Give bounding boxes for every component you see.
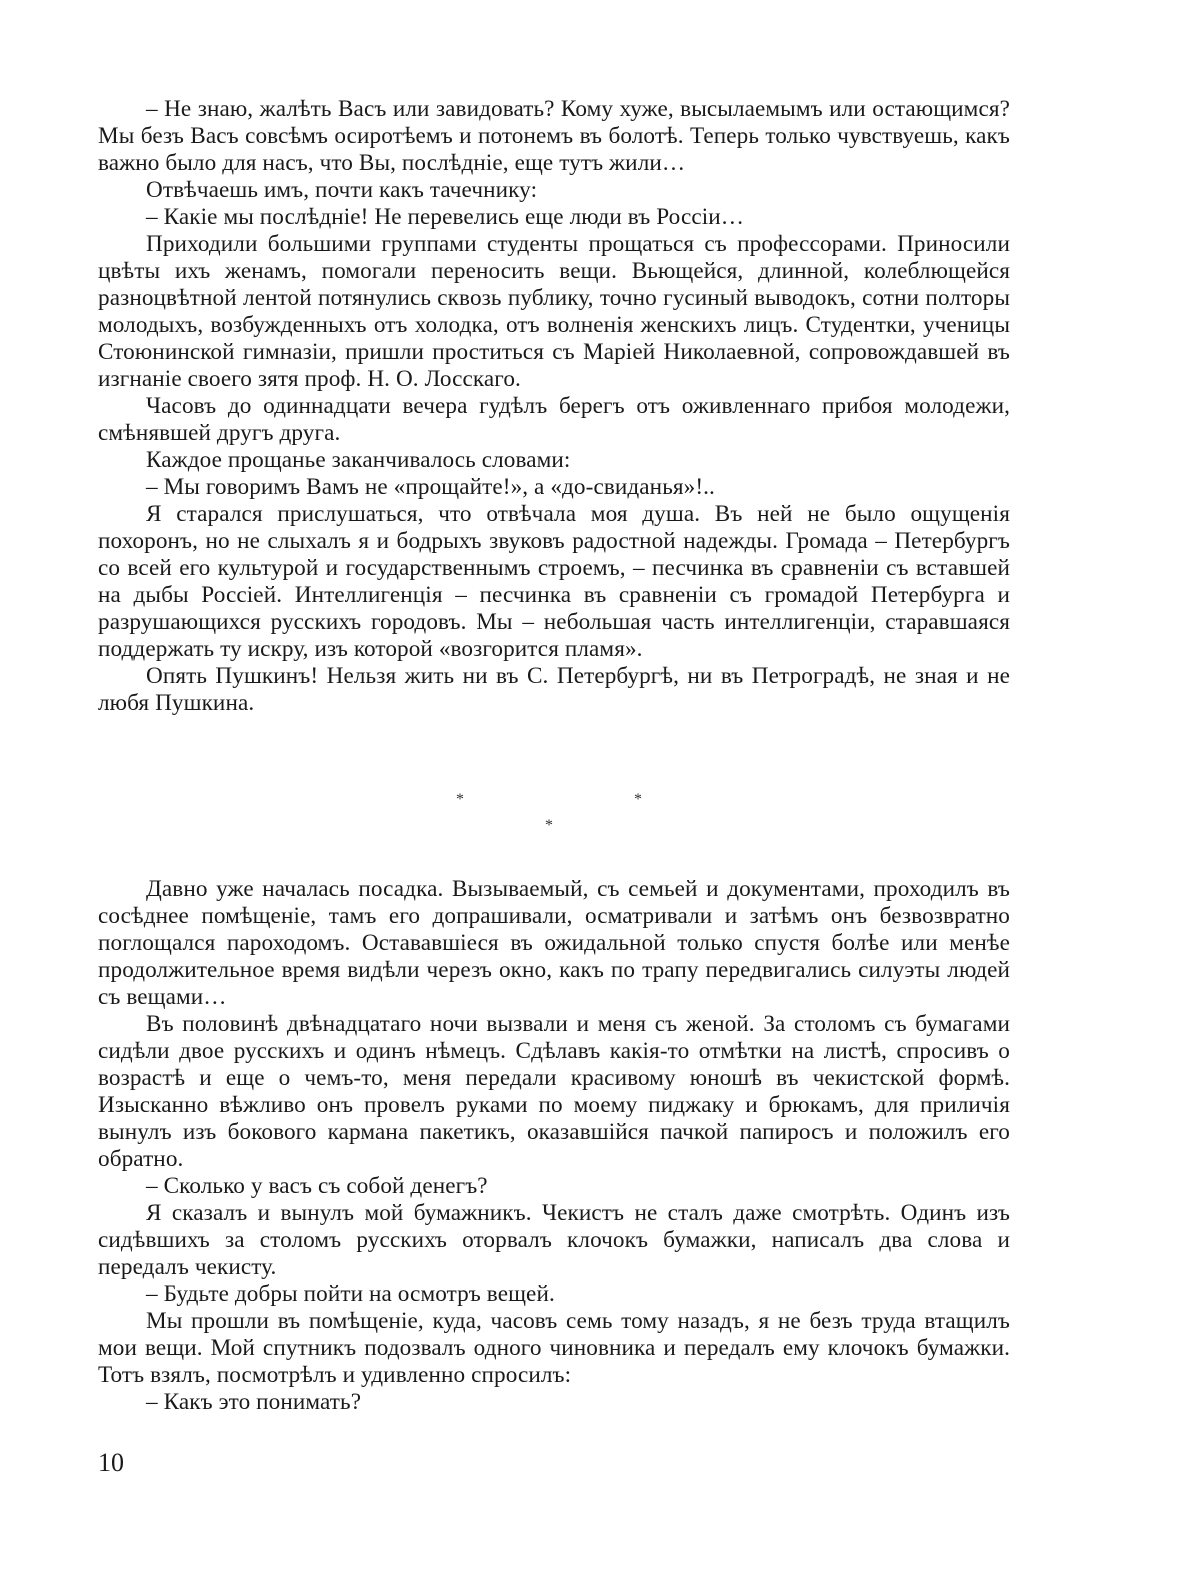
paragraph: Часовъ до одиннадцати вечера гудѣлъ берегъ отъ оживленнаго прибоя молодежи, смѣнявшей другъ друга.	[98, 393, 1010, 446]
paragraph: Я сказалъ и вынулъ мой бумажникъ. Чекистъ не сталъ даже смотрѣть. Одинъ изъ сидѣвшихъ за столомъ русскихъ оторвалъ клочокъ бумажки, написалъ два слова и передалъ чекисту.	[98, 1200, 1010, 1280]
page-number: 10	[98, 1448, 124, 1477]
paragraph: – Сколько у васъ съ собой денегъ?	[146, 1173, 488, 1199]
paragraph: Я старался прислушаться, что отвѣчала моя душа. Въ ней не было ощущенія похоронъ, но не слыхалъ я и бодрыхъ звуковъ радостной надежды. Громада – Петербургъ со всей его культурой и государственнымъ строемъ, – песчинка въ сравненіи съ вставшей на дыбы Россіей. Интеллигенція – песчинка въ сравненіи съ громадой Петербурга и разрушающихся русскихъ городовъ. Мы – небольшая часть интеллигенціи, старавшаяся поддержать ту искру, изъ которой «возгорится пламя».	[98, 501, 1010, 662]
paragraph: Приходили большими группами студенты прощаться съ профессорами. Приносили цвѣты ихъ женамъ, помогали переносить вещи. Вьющейся, длинной, колеблющейся разноцвѣтной лентой потянулись сквозь публику, точно гусиный выводокъ, сотни полторы молодыхъ, возбужденныхъ отъ холодка, отъ волненія женскихъ лицъ. Студентки, ученицы Стоюнинской гимназіи, пришли проститься съ Маріей Николаевной, сопровождавшей въ изгнаніе своего зятя проф. Н. О. Лосскаго.	[98, 231, 1010, 392]
paragraph: Мы прошли въ помѣщеніе, куда, часовъ семь тому назадъ, я не безъ труда втащилъ мои вещи. Мой спутникъ подозвалъ одного чиновника и передалъ ему клочокъ бумажки. Тотъ взялъ, посмотрѣлъ и удивленно спросилъ:	[98, 1308, 1010, 1388]
paragraph: Каждое прощанье заканчивалось словами:	[146, 447, 571, 473]
paragraph: – Какіе мы послѣдніе! Не перевелись еще люди въ Россіи…	[146, 204, 745, 230]
paragraph: – Какъ это понимать?	[146, 1389, 362, 1415]
paragraph: – Будьте добры пойти на осмотръ вещей.	[146, 1281, 555, 1307]
separator-star: *	[634, 791, 642, 808]
paragraph: Давно уже началась посадка. Вызываемый, съ семьей и документами, проходилъ въ сосѣднее помѣщеніе, тамъ его допрашивали, осматривали и затѣмъ онъ безвозвратно поглощался пароходомъ. Остававшіеся въ ожидальной только спустя болѣе или менѣе продолжительное время видѣли черезъ окно, какъ по трапу передвигались силуэты людей съ вещами…	[98, 876, 1010, 1010]
separator-star: *	[456, 791, 464, 808]
separator-star: *	[545, 817, 553, 834]
text-section-1	[98, 96, 1010, 717]
paragraph: – Мы говоримъ Вамъ не «прощайте!», а «до-свиданья»!..	[146, 474, 715, 500]
paragraph: – Не знаю, жалѣть Васъ или завидовать? Кому хуже, высылаемымъ или остающимся? Мы безъ Васъ совсѣмъ осиротѣемъ и потонемъ въ болотѣ. Теперь только чувствуешь, какъ важно было для насъ, что Вы, послѣдніе, еще тутъ жили…	[98, 96, 1010, 176]
paragraph: Опять Пушкинъ! Нельзя жить ни въ С. Петербургѣ, ни въ Петроградѣ, не зная и не любя Пушкина.	[98, 663, 1010, 716]
paragraph: Отвѣчаешь имъ, почти какъ тачечнику:	[146, 177, 538, 203]
paragraph: Въ половинѣ двѣнадцатаго ночи вызвали и меня съ женой. За столомъ съ бумагами сидѣли двое русскихъ и одинъ нѣмецъ. Сдѣлавъ какія-то отмѣтки на листѣ, спросивъ о возрастѣ и еще о чемъ-то, меня передали красивому юношѣ въ чекистской формѣ. Изысканно вѣжливо онъ провелъ руками по моему пиджаку и брюкамъ, для приличія вынулъ изъ бокового кармана пакетикъ, оказавшійся пачкой папиросъ и положилъ его обратно.	[98, 1011, 1010, 1172]
text-section-2	[98, 876, 1010, 1416]
